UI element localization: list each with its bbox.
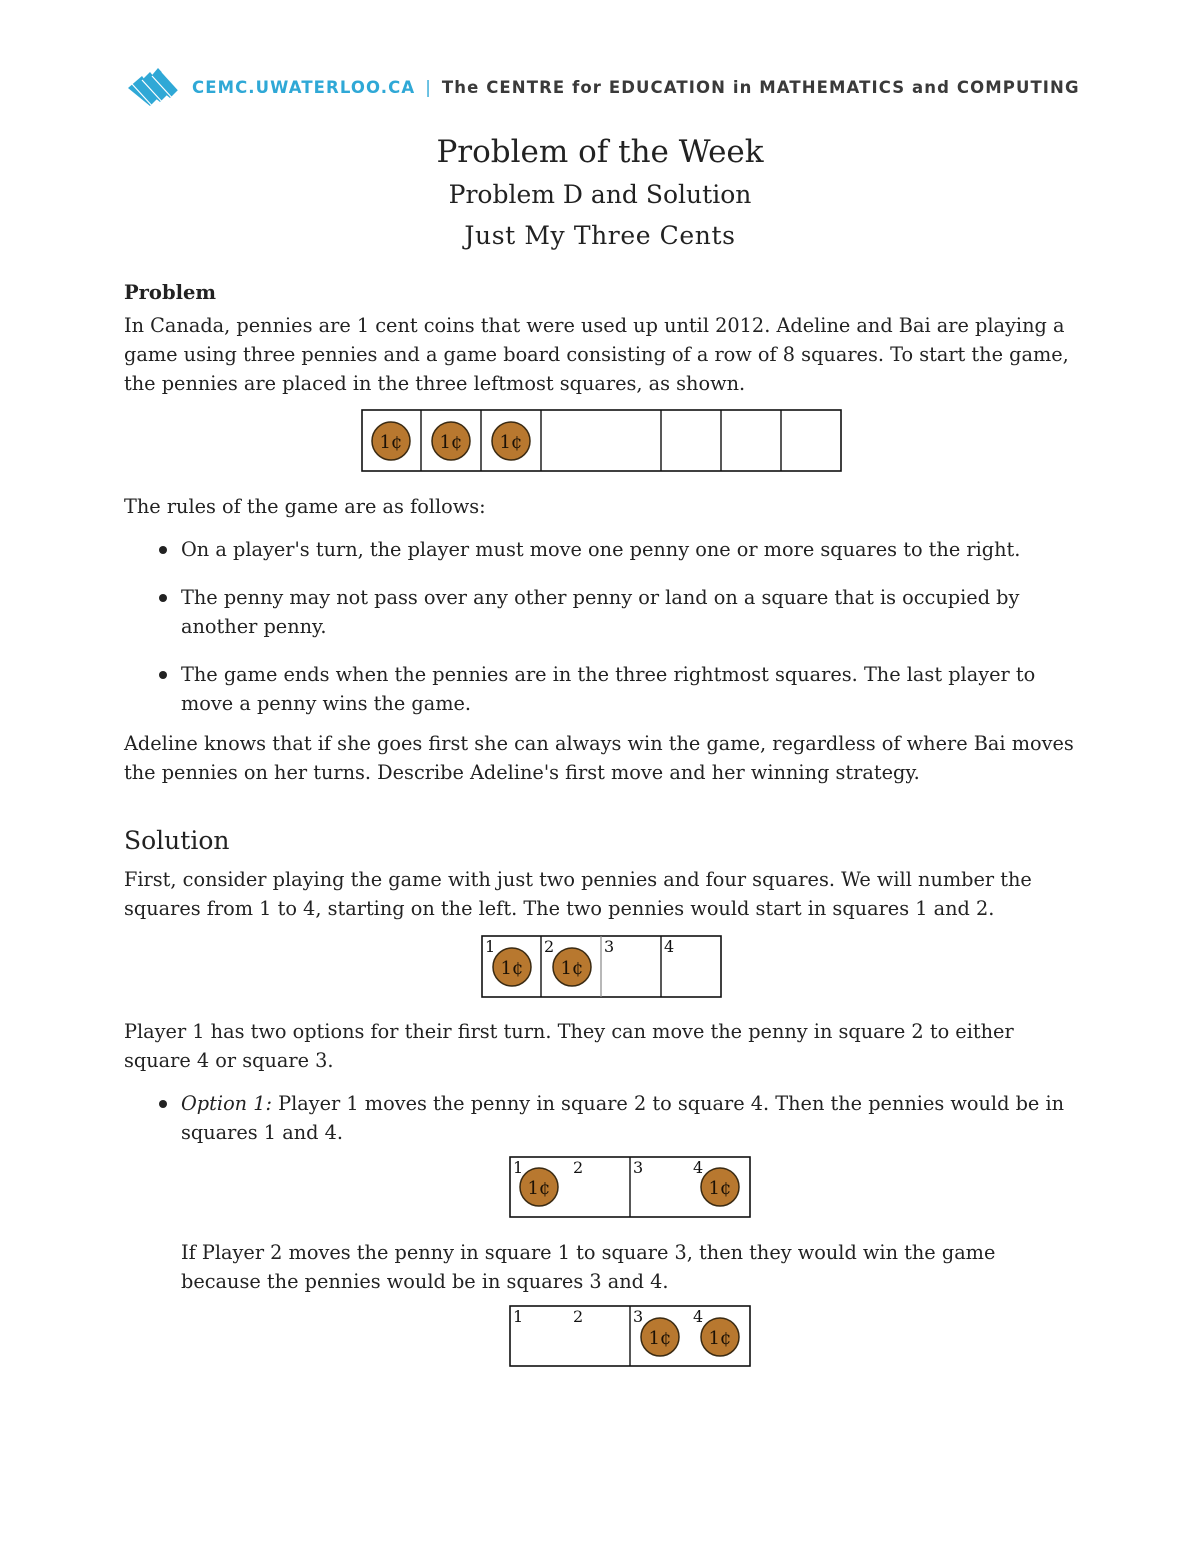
square-number: 3: [633, 1158, 644, 1177]
penny-icon: [492, 422, 530, 460]
rule-text: On a player's turn, the player must move one penny one or more squares to the right.: [181, 538, 1021, 561]
page-title: Problem of the Week: [436, 134, 764, 170]
option-item: [124, 1089, 1084, 1147]
option1-block: [124, 1089, 1084, 1147]
square-number: 2: [544, 937, 555, 956]
rule-text: The penny may not pass over any other penny or land on a square that is occupied by another penny.: [181, 586, 1020, 638]
square-number: 3: [633, 1307, 644, 1326]
board-option1: [509, 1156, 752, 1220]
site-url[interactable]: CEMC.UWATERLOO.CA: [192, 78, 416, 97]
square-number: 1: [513, 1307, 524, 1326]
board-option1-player2: [509, 1305, 752, 1369]
svg-text:1¢: 1¢: [560, 958, 584, 979]
penny-icon: [701, 1318, 739, 1356]
svg-text:1¢: 1¢: [648, 1328, 672, 1349]
svg-text:1¢: 1¢: [499, 432, 523, 453]
penny-icon: [520, 1168, 558, 1206]
square-number: 2: [573, 1307, 584, 1326]
square-number: 3: [604, 937, 615, 956]
penny-icon: [641, 1318, 679, 1356]
centre-name: The CENTRE for EDUCATION in MATHEMATICS and COMPUTING: [441, 78, 1080, 97]
svg-text:1¢: 1¢: [708, 1178, 732, 1199]
solution-heading: Solution: [124, 826, 230, 855]
board-two-start: [481, 935, 723, 999]
problem-heading-block: [124, 278, 1084, 307]
solution-p3: If Player 2 moves the penny in square 1 to square 3, then they would win the game because the pennies would be in squares 3 and 4.: [181, 1241, 996, 1293]
svg-text:1¢: 1¢: [708, 1328, 732, 1349]
page-subtitle: Problem D and Solution: [448, 180, 752, 209]
bullet-icon: [159, 546, 167, 554]
square-number: 2: [573, 1158, 584, 1177]
header-separator: |: [425, 78, 432, 97]
square-number: 1: [513, 1158, 524, 1177]
solution-p2: Player 1 has two options for their first turn. They can move the penny in square 2 to either square 4 or square 3.: [124, 1020, 1014, 1072]
rule-item: [124, 583, 1084, 641]
penny-icon: [701, 1168, 739, 1206]
solution-p1-block: [124, 865, 1084, 923]
svg-text:1¢: 1¢: [439, 432, 463, 453]
problem-intro: In Canada, pennies are 1 cent coins that were used up until 2012. Adeline and Bai are playing a game using three pennies and a game board consisting of a row of 8 squares. To start the game, the pennies are placed in the three leftmost squares, as shown.: [124, 314, 1069, 395]
option1-label: Option 1:: [181, 1092, 272, 1115]
penny-icon: [432, 422, 470, 460]
rule-text: The game ends when the pennies are in the three rightmost squares. The last player to move a penny wins the game.: [181, 663, 1036, 715]
cemc-logo-icon: [124, 62, 186, 114]
bullet-icon: [159, 1100, 167, 1108]
bullet-icon: [159, 594, 167, 602]
option1-text: Player 1 moves the penny in square 2 to square 4. Then the pennies would be in squares 1 and 4.: [181, 1092, 1065, 1144]
svg-text:1¢: 1¢: [527, 1178, 551, 1199]
problem-question: Adeline knows that if she goes first she can always win the game, regardless of where Bai moves the pennies on her turns. Describe Adeline's first move and her winning strategy.: [124, 732, 1074, 784]
rule-item: [124, 535, 1084, 564]
penny-icon: [493, 948, 531, 986]
square-number: 4: [664, 937, 675, 956]
svg-text:1¢: 1¢: [379, 432, 403, 453]
board-start: [361, 409, 843, 474]
svg-text:1¢: 1¢: [500, 958, 524, 979]
problem-heading: Problem: [124, 281, 217, 304]
square-number: 1: [485, 937, 496, 956]
site-header: [192, 78, 1080, 97]
problem-name: Just My Three Cents: [464, 221, 736, 250]
rules-list-block: [124, 535, 1084, 718]
options-list: [124, 1089, 1084, 1147]
bullet-icon: [159, 671, 167, 679]
solution-p1: First, consider playing the game with just two pennies and four squares. We will number the squares from 1 to 4, starting on the left. The two pennies would start in squares 1 and 2.: [124, 868, 1032, 920]
rules-list: [124, 535, 1084, 718]
penny-icon: [553, 948, 591, 986]
rule-item: [124, 660, 1084, 718]
solution-heading-block: [124, 826, 1084, 855]
problem-intro-block: [124, 311, 1084, 398]
square-number: 4: [693, 1158, 704, 1177]
square-number: 4: [693, 1307, 704, 1326]
rules-intro: The rules of the game are as follows:: [124, 495, 486, 518]
solution-p3-block: [181, 1238, 1081, 1296]
penny-icon: [372, 422, 410, 460]
solution-p2-block: [124, 1017, 1084, 1075]
question-block: [124, 729, 1084, 787]
rules-block: [124, 492, 1084, 521]
